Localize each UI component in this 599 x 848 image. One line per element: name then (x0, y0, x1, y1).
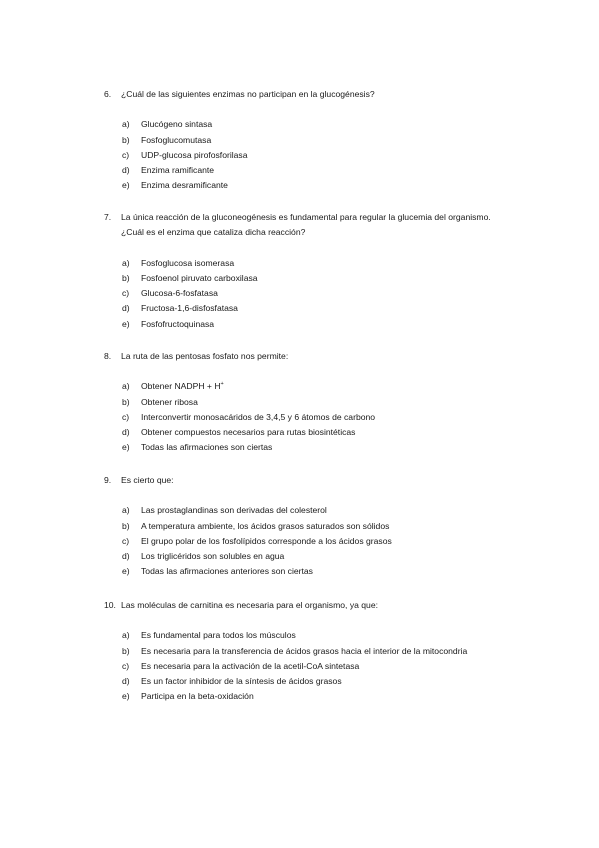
question-number: 9. (104, 475, 112, 485)
question-row (104, 598, 504, 613)
option-item (122, 410, 504, 425)
option-label: Es un factor inhibidor de la síntesis de ácidos grasos (141, 676, 342, 687)
option-text (141, 519, 504, 534)
option-item (122, 286, 504, 301)
option-label: Interconvertir monosacáridos de 3,4,5 y 6 átomos de carbono (141, 411, 376, 422)
option-item (122, 644, 504, 659)
option-label: Obtener compuestos necesarios para rutas biosintéticas (141, 427, 356, 438)
option-letter: b) (122, 134, 130, 145)
option-item (122, 271, 504, 286)
question-row (104, 349, 504, 364)
option-label: Glucosa-6-fosfatasa (141, 288, 218, 299)
option-text (141, 163, 504, 178)
question-number: 8. (104, 351, 112, 361)
question-7 (104, 210, 504, 332)
option-letter: c) (122, 411, 130, 422)
option-letter: a) (122, 381, 130, 392)
option-label: Fosfoenol piruvato carboxilasa (141, 272, 258, 283)
question-8 (104, 349, 504, 456)
question-number: 7. (104, 212, 112, 222)
option-label: Fosfoglucomutasa (141, 134, 212, 145)
option-item (122, 178, 504, 193)
question-6 (104, 87, 504, 194)
option-letter: d) (122, 165, 130, 176)
option-item (122, 379, 504, 394)
option-item (122, 301, 504, 316)
options-list (122, 379, 504, 455)
question-10 (104, 598, 504, 705)
option-letter: b) (122, 645, 130, 656)
option-item (122, 549, 504, 564)
question-row (104, 473, 504, 488)
option-text (141, 674, 504, 689)
option-text (141, 410, 504, 425)
option-item (122, 564, 504, 579)
option-text (141, 178, 504, 193)
options-list (122, 256, 504, 332)
option-item (122, 659, 504, 674)
option-item (122, 425, 504, 440)
option-superscript: + (220, 381, 224, 388)
option-label: Es fundamental para todos los músculos (141, 630, 296, 641)
option-letter: d) (122, 676, 130, 687)
option-text (141, 286, 504, 301)
option-label: A temperatura ambiente, los ácidos grasos saturados son sólidos (141, 520, 390, 531)
option-text (141, 534, 504, 549)
question-text: Es cierto que: (121, 475, 174, 485)
option-letter: d) (122, 551, 130, 562)
option-letter: c) (122, 288, 130, 299)
option-letter: d) (122, 427, 130, 438)
option-text (141, 503, 504, 518)
option-label: Fosfofructoquinasa (141, 318, 215, 329)
option-text (141, 440, 504, 455)
options-list (122, 503, 504, 579)
option-label: Es necesaria para la activación de la acetil-CoA sintetasa (141, 660, 360, 671)
option-item (122, 689, 504, 704)
options-list (122, 117, 504, 193)
option-text (141, 564, 504, 579)
options-list (122, 628, 504, 704)
option-letter: a) (122, 119, 130, 130)
option-label: Las prostaglandinas son derivadas del colesterol (141, 505, 327, 516)
option-letter: b) (122, 396, 130, 407)
option-item (122, 117, 504, 132)
option-label: El grupo polar de los fosfolípidos corresponde a los ácidos grasos (141, 535, 392, 546)
option-item (122, 133, 504, 148)
option-text (141, 317, 504, 332)
option-letter: a) (122, 257, 130, 268)
option-label: Obtener ribosa (141, 396, 198, 407)
question-row (104, 210, 504, 241)
question-text: La ruta de las pentosas fosfato nos permite: (121, 351, 289, 361)
option-text (141, 549, 504, 564)
option-text (141, 117, 504, 132)
option-label: Fosfoglucosa isomerasa (141, 257, 235, 268)
option-text (141, 689, 504, 704)
question-text: ¿Cuál de las siguientes enzimas no participan en la glucogénesis? (121, 89, 375, 99)
option-letter: a) (122, 505, 130, 516)
option-letter: b) (122, 272, 130, 283)
option-text (141, 133, 504, 148)
option-text (141, 628, 504, 643)
option-item (122, 395, 504, 410)
option-label: Obtener NADPH + H (141, 381, 221, 392)
option-letter: c) (122, 660, 130, 671)
option-item (122, 317, 504, 332)
option-text (141, 301, 504, 316)
question-number: 10. (104, 600, 116, 610)
option-item (122, 628, 504, 643)
option-label: Todas las afirmaciones anteriores son ciertas (141, 566, 313, 577)
option-item (122, 440, 504, 455)
option-label: UDP-glucosa pirofosforilasa (141, 149, 248, 160)
question-number: 6. (104, 89, 112, 99)
option-item (122, 534, 504, 549)
question-9 (104, 473, 504, 580)
option-letter: e) (122, 318, 130, 329)
option-letter: c) (122, 149, 130, 160)
option-label: Enzima ramificante (141, 165, 215, 176)
option-item (122, 519, 504, 534)
option-text (141, 659, 504, 674)
option-label: Participa en la beta-oxidación (141, 691, 254, 702)
option-item (122, 148, 504, 163)
option-label: Fructosa-1,6-disfosfatasa (141, 303, 238, 314)
option-letter: e) (122, 180, 130, 191)
option-item (122, 256, 504, 271)
option-label: Es necesaria para la transferencia de ácidos grasos hacia el interior de la mitocondria (141, 645, 468, 656)
option-label: Glucógeno sintasa (141, 119, 213, 130)
option-letter: e) (122, 691, 130, 702)
option-letter: d) (122, 303, 130, 314)
option-letter: a) (122, 630, 130, 641)
option-text (141, 271, 504, 286)
question-row (104, 87, 504, 102)
option-letter: b) (122, 520, 130, 531)
question-text: Las moléculas de carnitina es necesaria para el organismo, ya que: (121, 600, 379, 610)
option-letter: e) (122, 442, 130, 453)
option-label: Los triglicéridos son solubles en agua (141, 551, 285, 562)
option-item (122, 503, 504, 518)
option-label: Todas las afirmaciones son ciertas (141, 442, 273, 453)
option-text (141, 379, 504, 394)
option-text (141, 148, 504, 163)
option-letter: c) (122, 535, 130, 546)
option-text (141, 644, 504, 659)
question-text: La única reacción de la gluconeogénesis es fundamental para regular la glucemia del organismo. ¿Cuál es el enzima que cataliza dicha reacción? (121, 212, 491, 238)
option-text (141, 395, 504, 410)
option-letter: e) (122, 566, 130, 577)
option-item (122, 674, 504, 689)
option-item (122, 163, 504, 178)
option-text (141, 256, 504, 271)
option-label: Enzima desramificante (141, 180, 228, 191)
option-text (141, 425, 504, 440)
